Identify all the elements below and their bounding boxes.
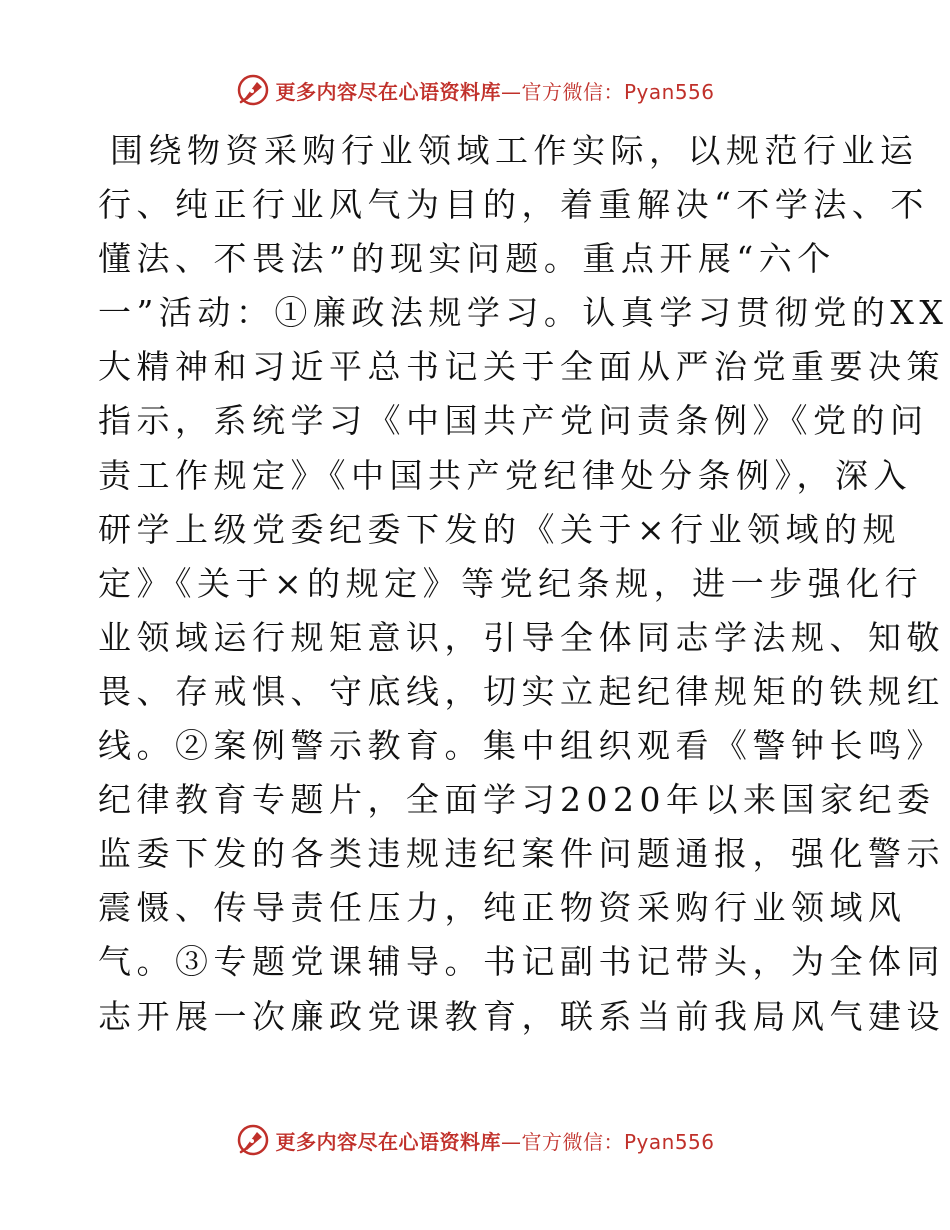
document-line: 研学上级党委纪委下发的《关于×行业领域的规 xyxy=(98,509,902,549)
document-line: 志开展一次廉政党课教育，联系当前我局风气建设 xyxy=(98,996,945,1036)
document-line: 行、纯正行业风气为目的，着重解决“不学法、不 xyxy=(98,185,929,225)
footer-banner xyxy=(0,1118,950,1162)
footer-wechat-label: 官方微信： xyxy=(521,1129,624,1154)
document-line: 责工作规定》《中国共产党纪律处分条例》，深入 xyxy=(98,455,912,495)
footer-dash: — xyxy=(500,1129,522,1154)
header-site-text: 更多内容尽在心语资料库 xyxy=(275,79,501,104)
document-line: 懂法、不畏法”的现实问题。重点开展“六个 xyxy=(98,239,836,279)
header-banner-text xyxy=(275,76,714,105)
footer-site-text: 更多内容尽在心语资料库 xyxy=(275,1129,501,1154)
document-line: 气。③专题党课辅导。书记副书记带头，为全体同 xyxy=(98,942,945,982)
document-line: 业领域运行规矩意识，引导全体同志学法规、知敬 xyxy=(98,617,945,657)
document-line: 纪律教育专题片，全面学习2020年以来国家纪委 xyxy=(98,780,936,820)
header-dash: — xyxy=(500,79,522,104)
document-line: 大精神和习近平总书记关于全面从严治党重要决策 xyxy=(98,347,945,387)
document-line: 畏、存戒惧、守底线，切实立起纪律规矩的铁规红 xyxy=(98,671,945,711)
document-body xyxy=(98,124,949,1044)
document-line: 围绕物资采购行业领域工作实际，以规范行业运 xyxy=(110,131,919,170)
pen-nib-logo-icon xyxy=(235,72,271,108)
header-wechat-label: 官方微信： xyxy=(521,79,624,104)
document-line: 监委下发的各类违规违纪案件问题通报，强化警示 xyxy=(98,834,945,874)
document-line: 震慑、传导责任压力，纯正物资采购行业领域风 xyxy=(98,888,907,928)
footer-banner-text xyxy=(275,1126,714,1155)
header-wechat-id: Pyan556 xyxy=(623,79,715,104)
footer-wechat-id: Pyan556 xyxy=(623,1129,715,1154)
pen-nib-logo-icon xyxy=(235,1122,271,1158)
header-banner xyxy=(0,68,950,112)
document-line: 定》《关于×的规定》等党纪条规，进一步强化行 xyxy=(98,563,924,603)
document-line: 一”活动：①廉政法规学习。认真学习贯彻党的XX xyxy=(98,293,949,333)
document-line: 线。②案例警示教育。集中组织观看《警钟长鸣》 xyxy=(98,726,945,766)
document-line: 指示，系统学习《中国共产党问责条例》《党的问 xyxy=(98,401,929,441)
